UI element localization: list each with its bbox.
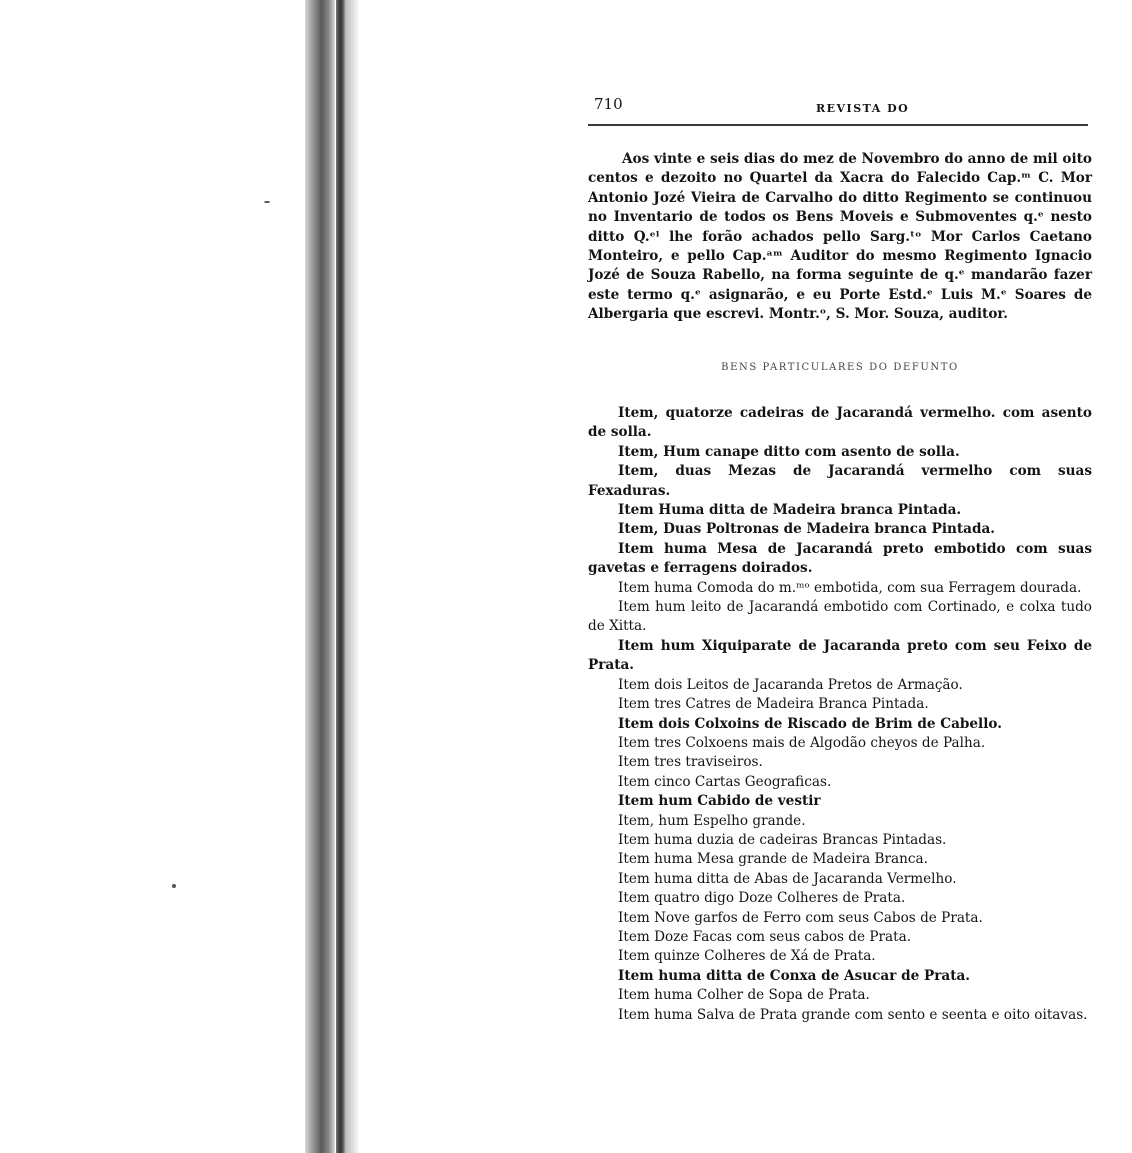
- binding-shadow: [346, 0, 360, 1153]
- list-item: Item huma Mesa de Jacarandá preto embotido com suas gavetas e ferragens doirados.: [588, 540, 1092, 577]
- list-item: Item, duas Mezas de Jacarandá vermelho com suas Fexaduras.: [588, 463, 1092, 499]
- list-item: Item tres Catres de Madeira Branca Pintada.: [618, 696, 929, 713]
- list-item: Item hum Xiquiparate de Jacaranda preto com seu Feixo de Prata.: [588, 637, 1092, 674]
- inventory-list: [588, 404, 1092, 1025]
- list-item: Item cinco Cartas Geograficas.: [618, 773, 832, 790]
- list-item: Item huma duzia de cadeiras Brancas Pintadas.: [618, 831, 947, 848]
- binding-gutter: [305, 0, 335, 1153]
- list-item: Item, Duas Poltronas de Madeira branca Pintada.: [618, 521, 996, 538]
- intro-paragraph: Aos vinte e seis dias do mez de Novembro do anno de mil oito centos e dezoito no Quartel da Xacra do Falecido Cap.ᵐ C. Mor Antonio Jozé Vieira de Carvalho do ditto Regimento se continuou no Inventario de todos os Bens Moveis e Submoventes q.ᵉ nesto ditto Q.ᵉˡ lhe forão achados pello Sarg.ᵗᵒ Mor Carlos Caetano Monteiro, e pello Cap.ᵃᵐ Auditor do mesmo Regimento Ignacio Jozé de Souza Rabello, na forma seguinte de q.ᵉ mandarão fazer este termo q.ᵉ asignarão, e eu Porte Estd.ᵉ Luis M.ᵉ Soares de Albergaria que escrevi. Montr.ᵒ, S. Mor. Souza, auditor.: [588, 151, 1092, 323]
- list-item: Item dois Colxoins de Riscado de Brim de Cabello.: [618, 715, 1002, 732]
- scan-speck: [172, 884, 176, 888]
- list-item: Item tres Colxoens mais de Algodão cheyos de Palha.: [618, 734, 986, 751]
- list-item: Item hum Cabido de vestir: [618, 793, 821, 810]
- list-item: Item huma Colher de Sopa de Prata.: [618, 987, 870, 1004]
- page-number: 710: [594, 95, 623, 113]
- list-item: Item huma ditta de Abas de Jacaranda Vermelho.: [618, 870, 957, 887]
- list-item: Item huma Comoda do m.ᵐᵒ embotida, com sua Ferragem dourada.: [618, 579, 1082, 596]
- list-item: Item Doze Facas com seus cabos de Prata.: [618, 928, 912, 945]
- list-item: Item quinze Colheres de Xá de Prata.: [618, 948, 876, 965]
- list-item: Item huma ditta de Conxa de Asucar de Prata.: [618, 967, 971, 984]
- list-item: Item, quatorze cadeiras de Jacarandá vermelho. com asento de solla.: [588, 405, 1092, 441]
- running-head: REVISTA DO: [816, 102, 910, 115]
- list-item: Item quatro digo Doze Colheres de Prata.: [618, 890, 906, 907]
- list-item: Item, hum Espelho grande.: [618, 812, 806, 829]
- list-item: Item huma Mesa grande de Madeira Branca.: [618, 851, 928, 868]
- list-item: Item huma Salva de Prata grande com sento e seenta e oito oitavas.: [618, 1006, 1088, 1023]
- list-item: Item tres traviseiros.: [618, 754, 763, 771]
- page-header: [588, 95, 1088, 119]
- binding-edge: [336, 0, 346, 1153]
- header-rule: [588, 124, 1088, 126]
- list-item: Item Nove garfos de Ferro com seus Cabos de Prata.: [618, 909, 983, 926]
- list-item: Item hum leito de Jacarandá embotido com Cortinado, e colxa tudo de Xitta.: [588, 599, 1092, 635]
- scan-speck: [264, 201, 270, 203]
- list-item: Item, Hum canape ditto com asento de solla.: [618, 443, 960, 460]
- section-title: BENS PARTICULARES DO DEFUNTO: [721, 362, 959, 373]
- list-item: Item Huma ditta de Madeira branca Pintada.: [618, 502, 962, 519]
- list-item: Item dois Leitos de Jacaranda Pretos de Armação.: [618, 676, 963, 693]
